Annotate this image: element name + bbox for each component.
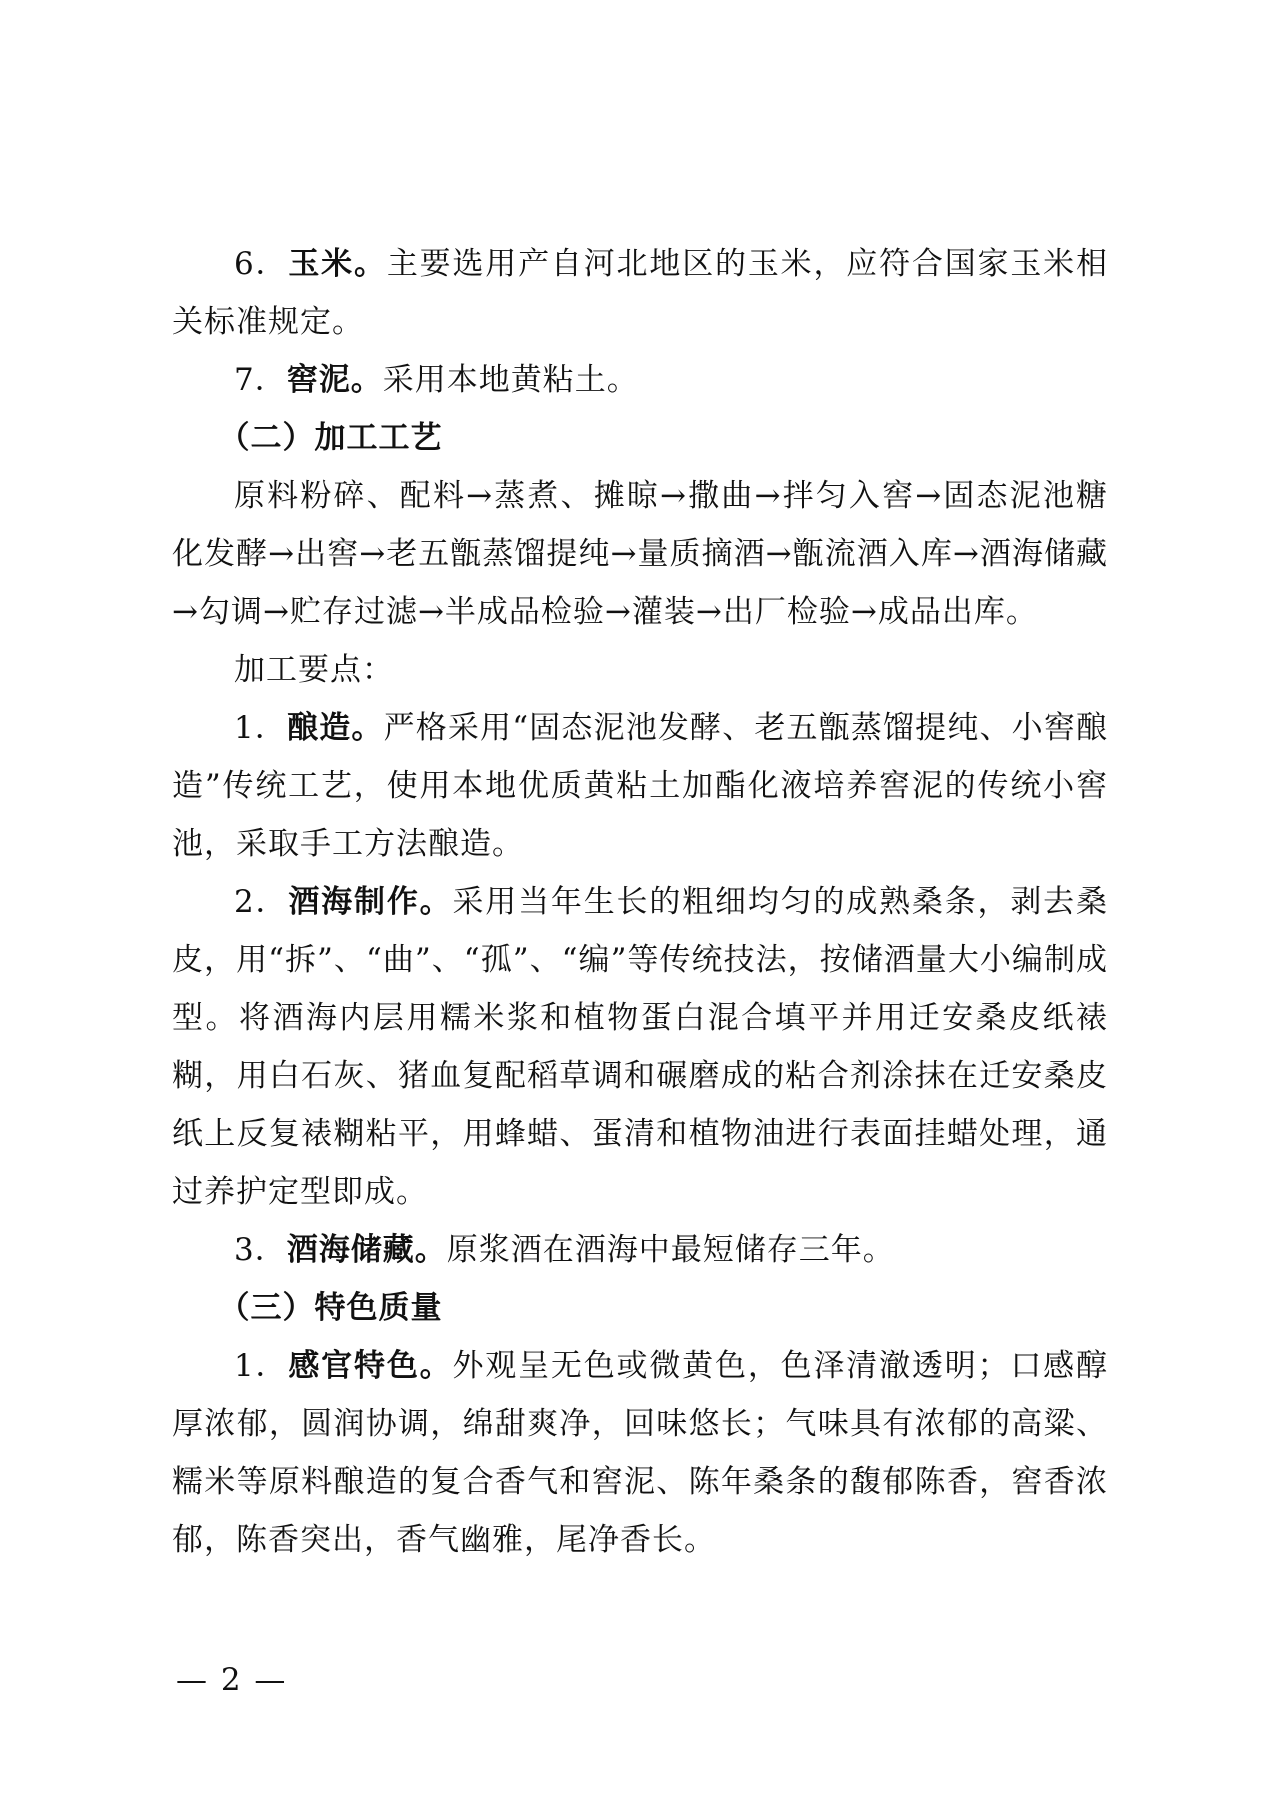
item-number: 3． bbox=[234, 1232, 287, 1268]
item-number: 2． bbox=[234, 884, 289, 920]
section-heading-quality: （三）特色质量 bbox=[218, 1290, 443, 1326]
paragraph-cellar-mud bbox=[172, 351, 1108, 409]
item-text: 原浆酒在酒海中最短储存三年。 bbox=[446, 1232, 895, 1268]
section-heading-processing: （二）加工工艺 bbox=[218, 420, 443, 456]
item-title: 酒海制作。 bbox=[288, 884, 453, 920]
item-title: 窖泥。 bbox=[286, 362, 383, 398]
paragraph-sensory bbox=[172, 1337, 1108, 1569]
item-text: 外观呈无色或微黄色，色泽清澈透明；口感醇厚浓郁，圆润协调，绵甜爽净，回味悠长；气味具有浓郁的高粱、糯米等原料酿造的复合香气和窖泥、陈年桑条的馥郁陈香，窖香浓郁，陈香突出，香气幽雅，尾净香长。 bbox=[172, 1348, 1108, 1558]
process-flow: 原料粉碎、配料→蒸煮、摊晾→撒曲→拌匀入窖→固态泥池糖化发酵→出窖→老五甑蒸馏提纯→量质摘酒→甑流酒入库→酒海储藏→勾调→贮存过滤→半成品检验→灌装→出厂检验→成品出库。 bbox=[172, 478, 1108, 630]
page-number: — 2 — bbox=[176, 1662, 288, 1698]
item-title: 感官特色。 bbox=[288, 1348, 453, 1384]
item-number: 1． bbox=[234, 1348, 289, 1384]
paragraph-jiuhai-making bbox=[172, 873, 1108, 1221]
paragraph-jiuhai-storage bbox=[172, 1221, 1108, 1279]
item-text: 主要选用产自河北地区的玉米，应符合国家玉米相关标准规定。 bbox=[172, 246, 1109, 340]
item-number: 6． bbox=[234, 246, 289, 282]
item-text: 采用本地黄粘土。 bbox=[382, 362, 639, 398]
item-text: 严格采用“固态泥池发酵、老五甑蒸馏提纯、小窖酿造”传统工艺，使用本地优质黄粘土加酯化液培养窖泥的传统小窖池，采取手工方法酿造。 bbox=[172, 710, 1108, 862]
item-title: 玉米。 bbox=[288, 246, 387, 282]
paragraph-corn bbox=[172, 235, 1108, 351]
item-text: 采用当年生长的粗细均匀的成熟桑条，剥去桑皮，用“拆”、“曲”、“孤”、“编”等传统技法，按储酒量大小编制成型。将酒海内层用糯米浆和植物蛋白混合填平并用迁安桑皮纸裱糊，用白石灰、猪血复配稻草调和碾磨成的粘合剂涂抹在迁安桑皮纸上反复裱糊粘平，用蜂蜡、蛋清和植物油进行表面挂蜡处理，通过养护定型即成。 bbox=[172, 884, 1108, 1210]
item-number: 1． bbox=[234, 710, 288, 746]
document-body bbox=[172, 235, 1108, 1569]
item-title: 酒海储藏。 bbox=[286, 1232, 447, 1268]
item-number: 7． bbox=[234, 362, 287, 398]
processing-points-label: 加工要点： bbox=[234, 652, 394, 688]
paragraph-brewing bbox=[172, 699, 1108, 873]
item-title: 酿造。 bbox=[287, 710, 384, 746]
